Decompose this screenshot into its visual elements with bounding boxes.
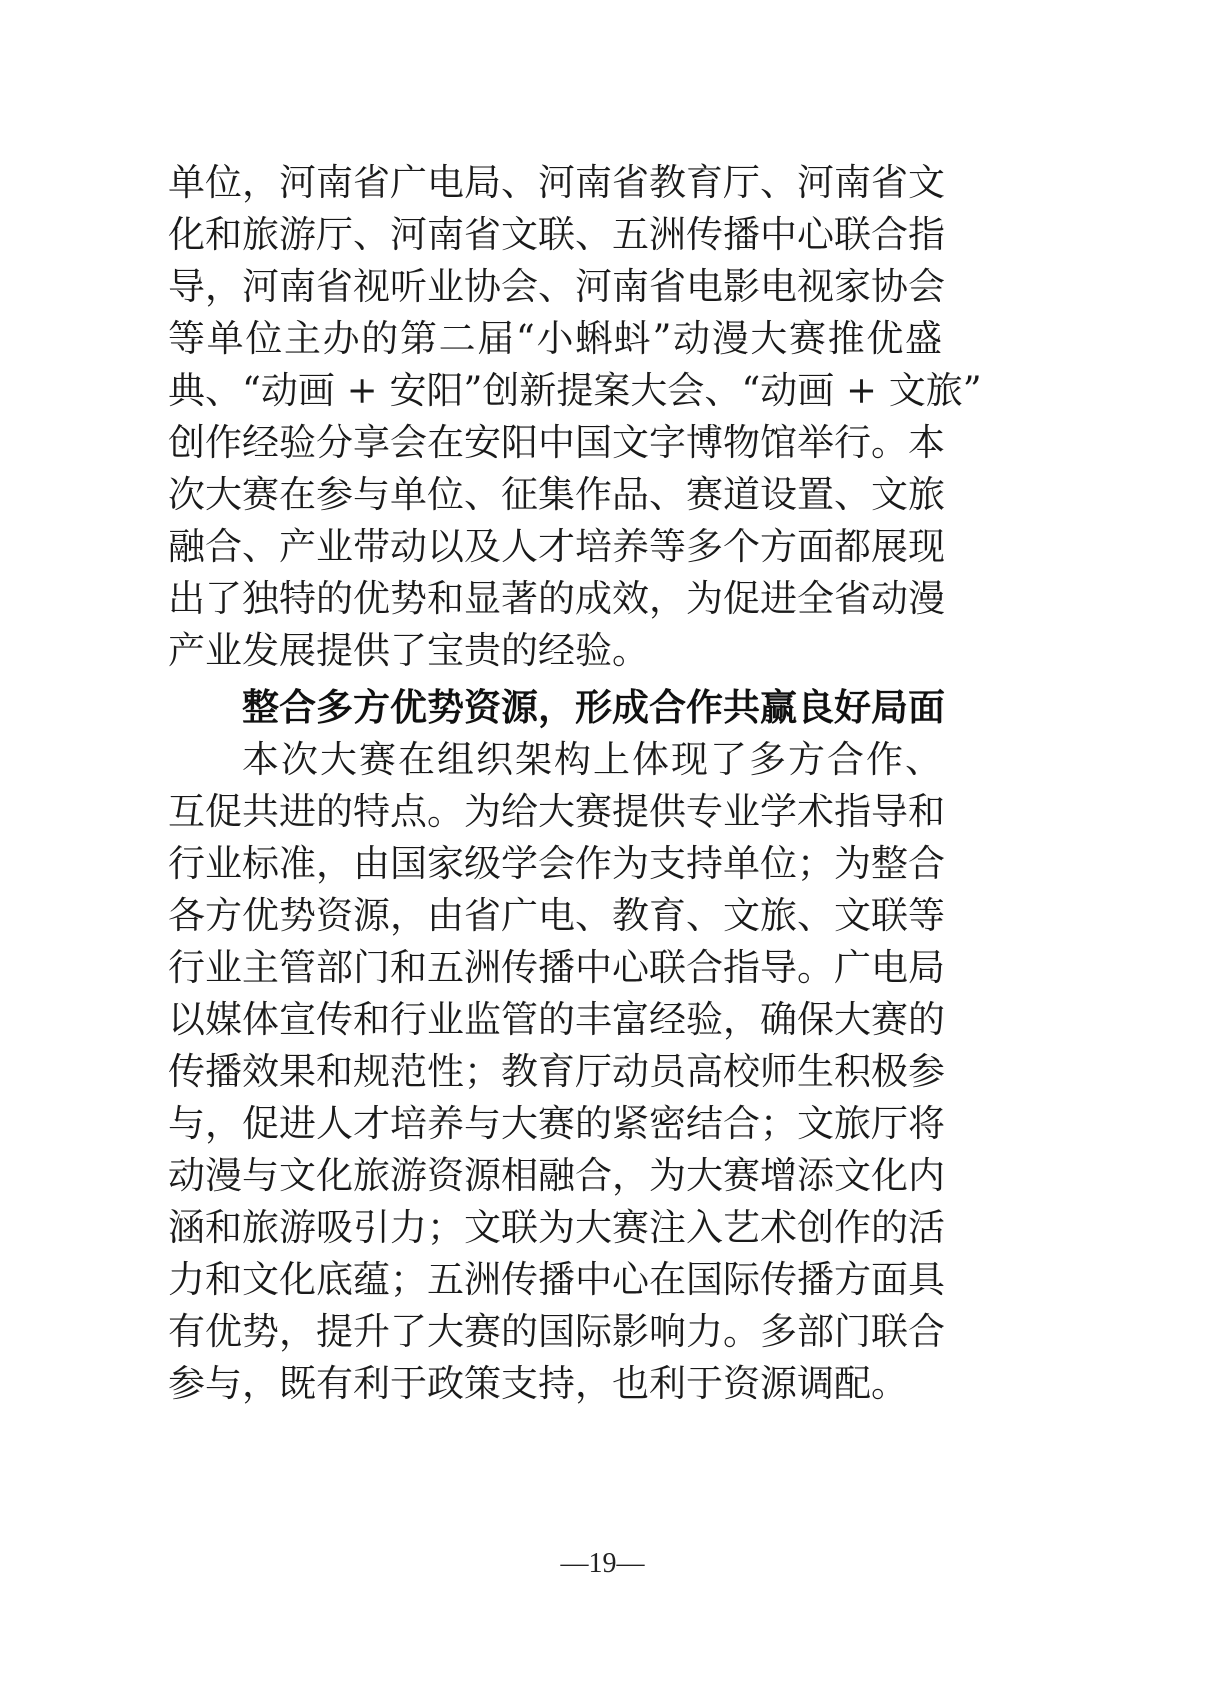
paragraph-line: 典、“动画 + 安阳”创新提案大会、“动画 + 文旅”	[168, 369, 982, 412]
paragraph-line: 创作经验分享会在安阳中国文字博物馆举行。本	[168, 421, 945, 464]
paragraph-line: 出了独特的优势和显著的成效，为促进全省动漫	[168, 577, 945, 620]
section-heading: 整合多方优势资源，形成合作共赢良好局面	[242, 686, 945, 729]
paragraph-line: 行业主管部门和五洲传播中心联合指导。广电局	[168, 946, 945, 989]
paragraph-line: 与，促进人才培养与大赛的紧密结合；文旅厅将	[168, 1102, 945, 1145]
paragraph-line: 各方优势资源，由省广电、教育、文旅、文联等	[168, 894, 945, 937]
paragraph-line: 等单位主办的第二届“小蝌蚪”动漫大赛推优盛	[168, 317, 942, 360]
paragraph-line: 次大赛在参与单位、征集作品、赛道设置、文旅	[168, 473, 945, 516]
paragraph-line: 单位，河南省广电局、河南省教育厅、河南省文	[168, 161, 945, 204]
paragraph-line: 动漫与文化旅游资源相融合，为大赛增添文化内	[168, 1154, 945, 1197]
paragraph-line: 本次大赛在组织架构上体现了多方合作、	[242, 738, 942, 781]
paragraph-line: 化和旅游厅、河南省文联、五洲传播中心联合指	[168, 213, 945, 256]
paragraph-line: 以媒体宣传和行业监管的丰富经验，确保大赛的	[168, 998, 945, 1041]
page-number: —19—	[560, 1548, 645, 1579]
paragraph-line: 传播效果和规范性；教育厅动员高校师生积极参	[168, 1050, 945, 1093]
paragraph-line: 融合、产业带动以及人才培养等多个方面都展现	[168, 525, 945, 568]
paragraph-line: 参与，既有利于政策支持，也利于资源调配。	[168, 1362, 908, 1405]
paragraph-line: 产业发展提供了宝贵的经验。	[168, 629, 649, 672]
paragraph-line: 导，河南省视听业协会、河南省电影电视家协会	[168, 265, 945, 308]
paragraph-line: 力和文化底蕴；五洲传播中心在国际传播方面具	[168, 1258, 945, 1301]
paragraph-line: 行业标准，由国家级学会作为支持单位；为整合	[168, 842, 945, 885]
paragraph-line: 互促共进的特点。为给大赛提供专业学术指导和	[168, 790, 945, 833]
paragraph-line: 有优势，提升了大赛的国际影响力。多部门联合	[168, 1310, 945, 1353]
paragraph-line: 涵和旅游吸引力；文联为大赛注入艺术创作的活	[168, 1206, 945, 1249]
